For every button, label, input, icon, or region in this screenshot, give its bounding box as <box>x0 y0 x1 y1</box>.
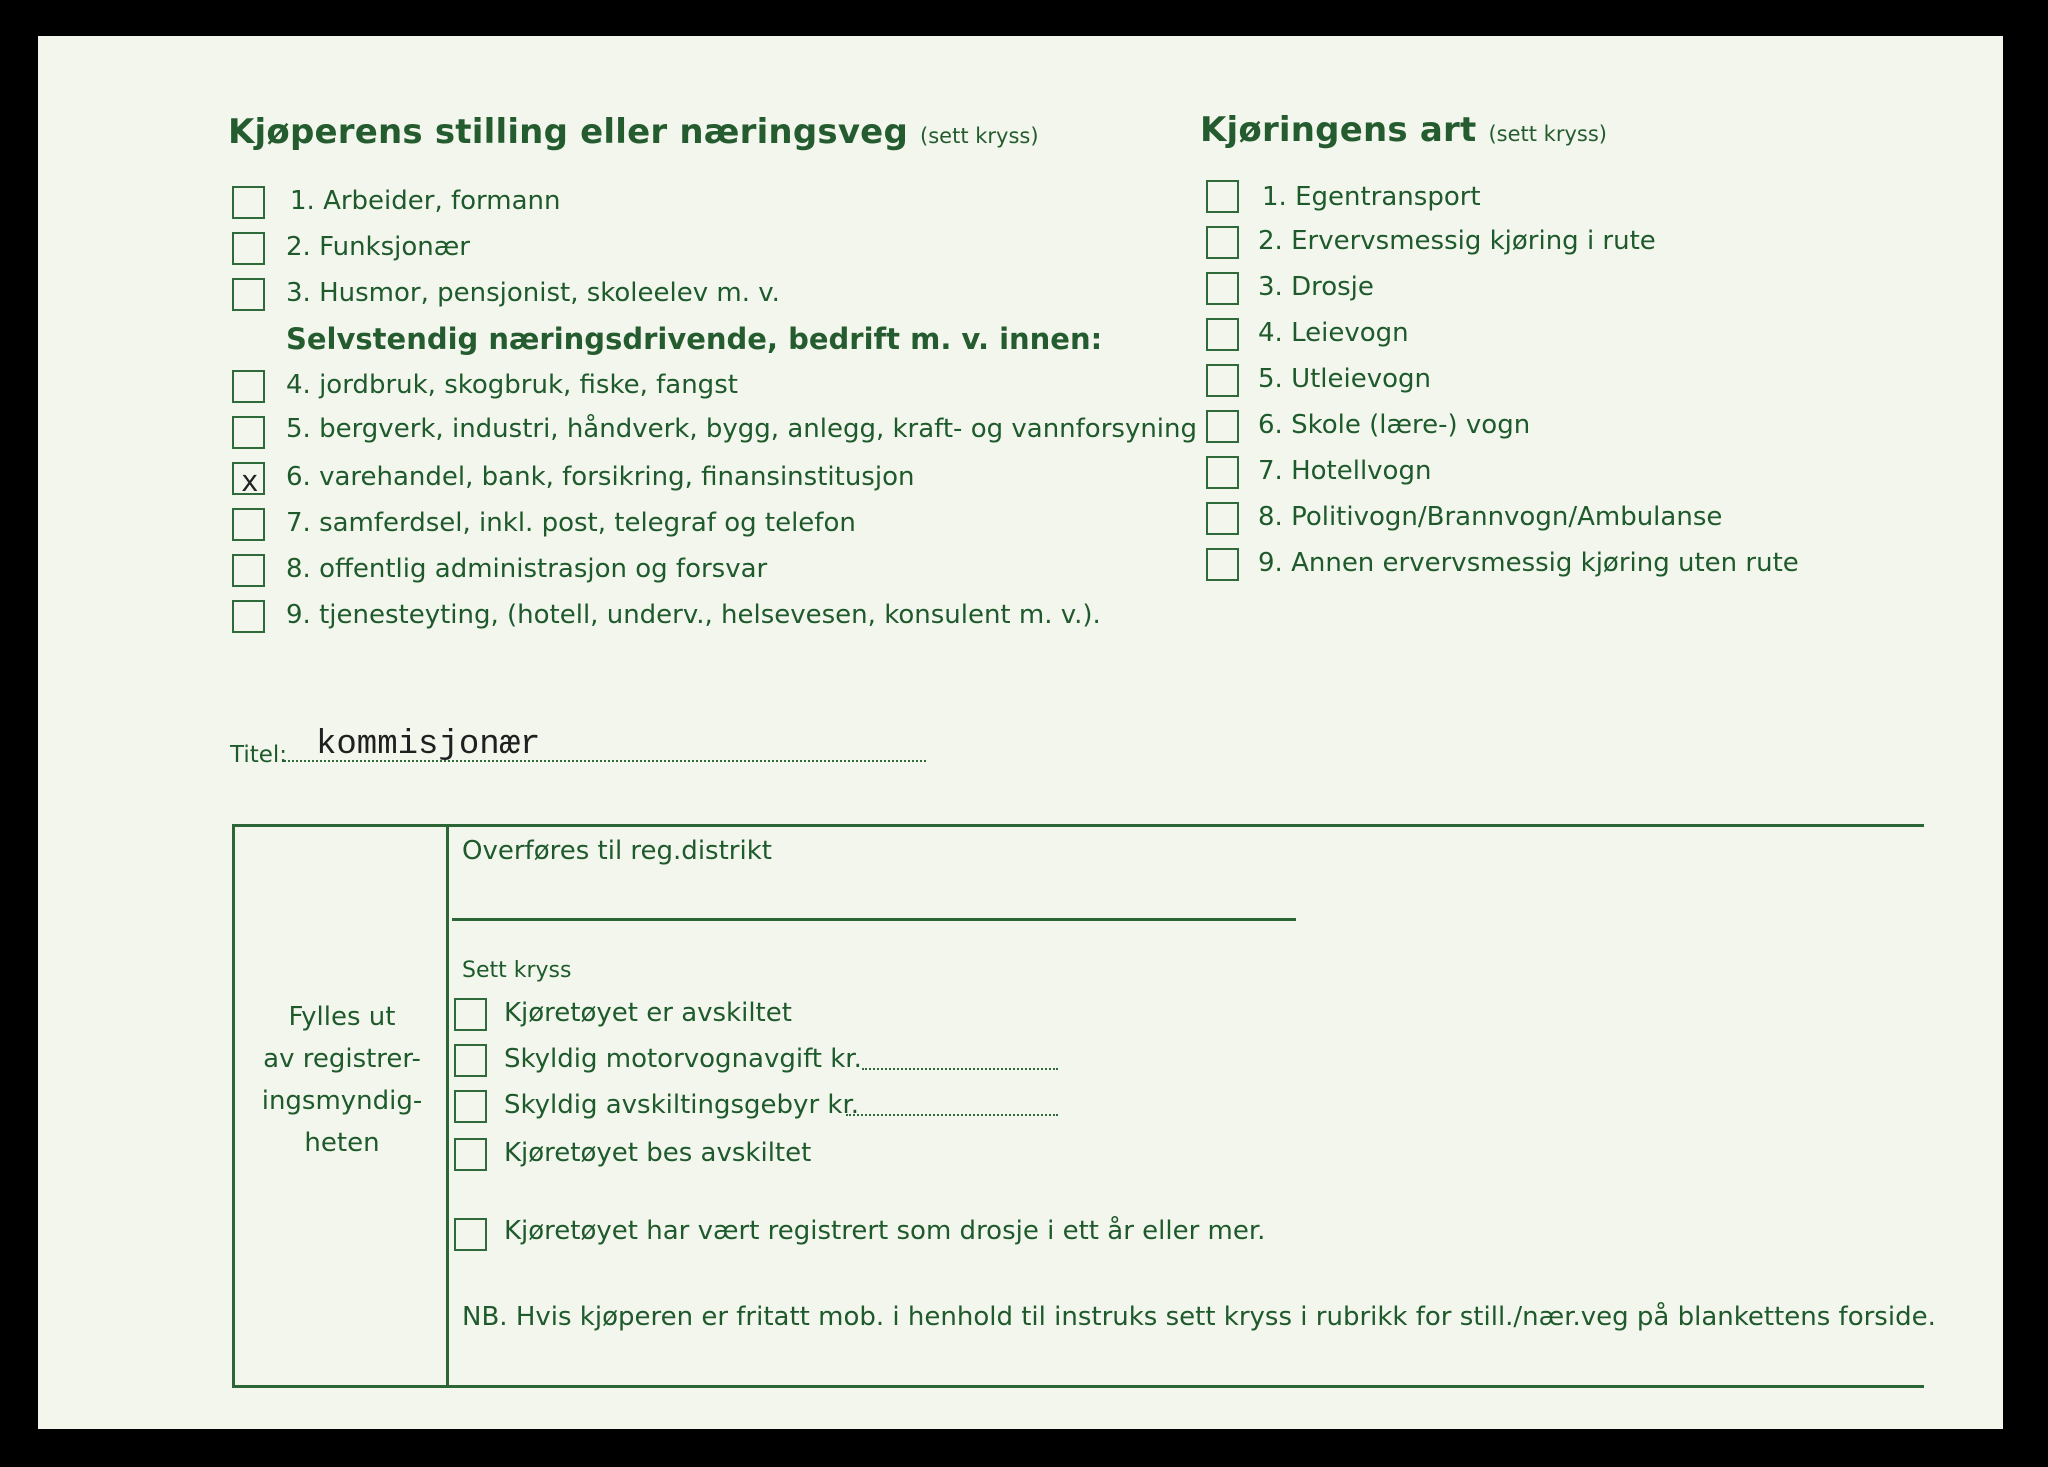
transfer-line[interactable] <box>452 918 1296 921</box>
label-leievogn: 4. Leievogn <box>1258 318 1409 348</box>
checkbox-husmor[interactable] <box>232 278 265 311</box>
label-offentlig: 8. offentlig administrasjon og forsvar <box>286 554 768 584</box>
label-husmor: 3. Husmor, pensjonist, skoleelev m. v. <box>286 278 780 308</box>
avskiltingsgebyr-dotted[interactable] <box>846 1114 1058 1116</box>
left-title-hint: (sett kryss) <box>920 124 1039 148</box>
box-top-line <box>232 824 1924 827</box>
label-jordbruk: 4. jordbruk, skogbruk, fiske, fangst <box>286 370 738 400</box>
checkbox-funksjonaer[interactable] <box>232 232 265 265</box>
nb-note: NB. Hvis kjøperen er fritatt mob. i henhold til instruks sett kryss i rubrikk for still./nær.veg på blankettens forside. <box>462 1302 1936 1332</box>
checkbox-skolevogn[interactable] <box>1206 410 1239 443</box>
label-drosje: 3. Drosje <box>1258 272 1374 302</box>
left-section-title <box>228 112 1039 152</box>
label-varehandel: 6. varehandel, bank, forsikring, finansinstitusjon <box>286 462 915 492</box>
checkbox-annen[interactable] <box>1206 548 1239 581</box>
subheading-selvstendig: Selvstendig næringsdrivende, bedrift m. v. innen: <box>286 322 1103 356</box>
label-egentransport: 1. Egentransport <box>1262 182 1481 212</box>
label-samferdsel: 7. samferdsel, inkl. post, telegraf og telefon <box>286 508 856 538</box>
checkbox-jordbruk[interactable] <box>232 370 265 403</box>
checkbox-leievogn[interactable] <box>1206 318 1239 351</box>
checkbox-avskiltingsgebyr[interactable] <box>454 1090 487 1123</box>
right-section-title <box>1200 110 1607 150</box>
label-funksjonaer: 2. Funksjonær <box>286 232 470 262</box>
side-label-line-2: av registrer- <box>263 1044 421 1074</box>
titel-value: kommisjonær <box>316 726 541 764</box>
checkbox-arbeider[interactable] <box>232 186 265 219</box>
label-tjenesteyting: 9. tjenesteyting, (hotell, underv., helsevesen, konsulent m. v.). <box>286 600 1101 630</box>
motorvognavgift-dotted[interactable] <box>862 1068 1058 1070</box>
label-politivogn: 8. Politivogn/Brannvogn/Ambulanse <box>1258 502 1723 532</box>
checkbox-bes-avskiltet[interactable] <box>454 1138 487 1171</box>
checkbox-tjenesteyting[interactable] <box>232 600 265 633</box>
label-drosje-aar: Kjøretøyet har vært registrert som drosje i ett år eller mer. <box>504 1216 1266 1246</box>
titel-label: Titel: <box>230 742 288 768</box>
checkbox-hotellvogn[interactable] <box>1206 456 1239 489</box>
side-label-line-3: ingsmyndig- <box>261 1086 423 1116</box>
checkbox-mark-x: x <box>241 464 259 498</box>
label-annen: 9. Annen ervervsmessig kjøring uten rute <box>1258 548 1799 578</box>
label-arbeider: 1. Arbeider, formann <box>290 186 561 216</box>
sett-kryss-label: Sett kryss <box>462 958 572 983</box>
checkbox-offentlig[interactable] <box>232 554 265 587</box>
right-title-text: Kjøringens art <box>1200 110 1477 150</box>
side-label-line-1: Fylles ut <box>288 1002 396 1032</box>
checkbox-drosje-aar[interactable] <box>454 1218 487 1251</box>
right-title-hint: (sett kryss) <box>1488 122 1607 146</box>
checkbox-politivogn[interactable] <box>1206 502 1239 535</box>
checkbox-motorvognavgift[interactable] <box>454 1044 487 1077</box>
label-utleievogn: 5. Utleievogn <box>1258 364 1432 394</box>
label-motorvognavgift: Skyldig motorvognavgift kr. <box>504 1044 862 1074</box>
label-bergverk: 5. bergverk, industri, håndverk, bygg, anlegg, kraft- og vannforsyning <box>286 414 1198 444</box>
box-bottom-line <box>232 1385 1924 1388</box>
checkbox-samferdsel[interactable] <box>232 508 265 541</box>
box-left-line <box>232 824 235 1388</box>
label-hotellvogn: 7. Hotellvogn <box>1258 456 1432 486</box>
label-rute: 2. Ervervsmessig kjøring i rute <box>1258 226 1656 256</box>
box-divider-line <box>446 824 449 1388</box>
side-label-line-4: heten <box>304 1128 380 1158</box>
checkbox-avskiltet[interactable] <box>454 998 487 1031</box>
checkbox-egentransport[interactable] <box>1206 180 1239 213</box>
checkbox-drosje[interactable] <box>1206 272 1239 305</box>
label-skolevogn: 6. Skole (lære-) vogn <box>1258 410 1531 440</box>
checkbox-utleievogn[interactable] <box>1206 364 1239 397</box>
left-title-text: Kjøperens stilling eller næringsveg <box>228 112 908 152</box>
side-label <box>252 996 432 1164</box>
transfer-label: Overføres til reg.distrikt <box>462 836 772 866</box>
label-avskiltet: Kjøretøyet er avskiltet <box>504 998 792 1028</box>
checkbox-bergverk[interactable] <box>232 416 265 449</box>
checkbox-rute[interactable] <box>1206 226 1239 259</box>
label-bes-avskiltet: Kjøretøyet bes avskiltet <box>504 1138 812 1168</box>
label-avskiltingsgebyr: Skyldig avskiltingsgebyr kr. <box>504 1090 860 1120</box>
